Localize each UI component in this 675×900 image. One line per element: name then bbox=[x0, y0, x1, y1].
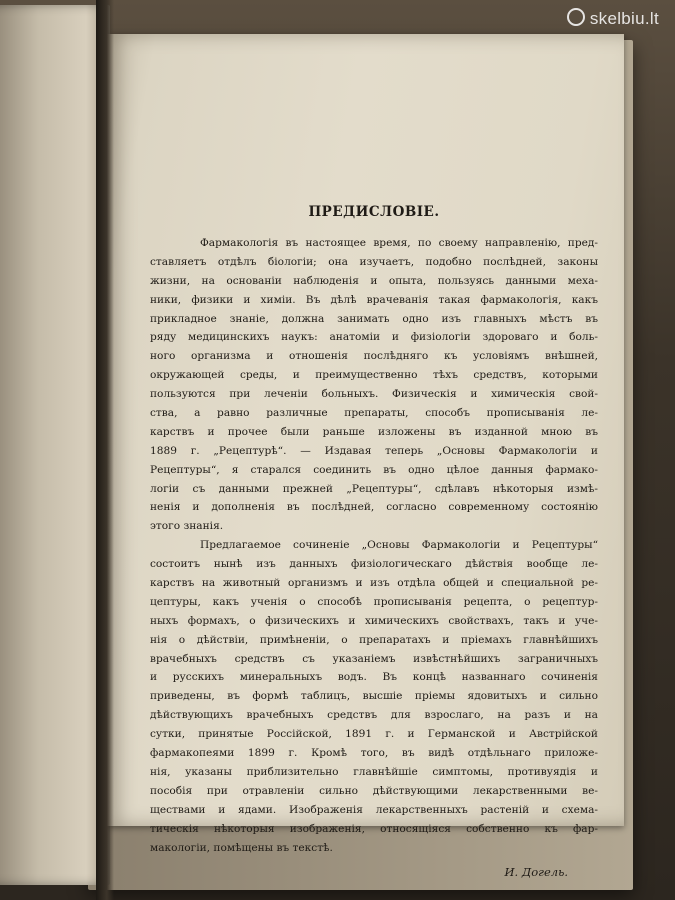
text-line: ряду медицинскихъ наукъ: анатомiи и физiологiи здороваго и боль- bbox=[150, 331, 598, 344]
book-gutter bbox=[96, 0, 114, 900]
text-line: Фармакологiя въ настоящее время, по своему направленiю, пред- bbox=[200, 237, 598, 249]
text-line: макологiи, помѣщены въ текстѣ. bbox=[150, 841, 333, 854]
author-signature: И. Догель. bbox=[504, 865, 568, 880]
text-line: фармакопеями 1899 г. Кромѣ того, въ видѣ отдѣльнаго приложе- bbox=[150, 747, 598, 760]
text-line: приведены, въ формѣ таблицъ, высшiе прiемы ядовитыхъ и сильно bbox=[150, 690, 598, 703]
text-line: нiя о дѣйствiи, примѣненiи, о препаратахъ и прiемахъ главнѣйшихъ bbox=[150, 633, 598, 646]
text-line: карствъ на животный организмъ и изъ отдѣла общей и специальной ре- bbox=[150, 577, 598, 590]
text-line: нiя, указаны приблизительно главнѣйшiе симптомы, противуядiя и bbox=[150, 765, 598, 778]
text-line: карствъ и прочее были раньше изложены въ изданной мною въ bbox=[150, 425, 598, 438]
page-heading: ПРЕДИСЛОВIЕ. bbox=[308, 204, 440, 220]
text-line: ства, а равно различные препараты, способъ прописыванiя ле- bbox=[150, 407, 598, 420]
watermark-logo-icon bbox=[567, 8, 585, 26]
text-line: ществами и ядами. Изображенiя лекарственныхъ растенiй и схема- bbox=[150, 803, 598, 816]
watermark bbox=[567, 8, 659, 29]
left-page-edge bbox=[0, 5, 110, 885]
text-line: Предлагаемое сочиненiе „Основы Фармакологiи и Рецептуры“ bbox=[200, 539, 598, 552]
text-line: ного организма и отношенiя послѣдняго къ условiямъ внѣшней, bbox=[150, 350, 598, 363]
text-line: состоитъ нынѣ изъ данныхъ физiологическаго дѣйствiя вообще ле- bbox=[150, 558, 598, 571]
text-line: 1889 г. „Рецептурѣ“. — Издавая теперь „Основы Фармакологiи и bbox=[150, 444, 598, 457]
paragraph-1 bbox=[150, 234, 598, 536]
paragraph-2 bbox=[150, 536, 598, 857]
text-line: Рецептуры“, я старался соединить въ одно цѣлое данныя фармако- bbox=[150, 463, 598, 476]
text-line: дѣйствующихъ врачебныхъ средствъ для взрослаго, на разъ и на bbox=[150, 709, 598, 722]
text-line: тическiя нѣкоторыя изображенiя, относящiяся собственно къ фар- bbox=[150, 822, 598, 835]
text-line: пособiя при отравленiи сильно дѣйствующими лекарственными ве- bbox=[150, 784, 598, 797]
text-line: ставляетъ отдѣлъ бiологiи; она изучаетъ, подобно послѣдней, законы bbox=[150, 255, 598, 268]
text-line: ненiя и дополненiя въ послѣдней, согласно современному состоянiю bbox=[150, 501, 598, 514]
text-line: ники, физики и химiи. Въ дѣлѣ врачеванiя такая фармакологiя, какъ bbox=[150, 293, 598, 306]
text-line: логiи съ данными прежней „Рецептуры“, сдѣлавъ нѣкоторыя измѣ- bbox=[150, 482, 598, 495]
text-line: этого знанiя. bbox=[150, 520, 224, 533]
text-line: и русскихъ минеральныхъ водъ. Въ концѣ названнаго сочиненiя bbox=[150, 671, 598, 684]
text-line: окружающей среды, и преимущественно тѣхъ средствъ, которыми bbox=[150, 369, 598, 382]
text-line: цептуры, какъ ученiя о способѣ прописыванiя рецепта, о рецептур- bbox=[150, 595, 598, 608]
text-line: сутки, принятые Россiйской, 1891 г. и Германской и Австрiйской bbox=[150, 728, 598, 741]
page-text bbox=[150, 204, 598, 885]
watermark-text: skelbiu.lt bbox=[589, 9, 659, 28]
text-line: прикладное знанiе, должна занимать одно изъ главныхъ мѣстъ въ bbox=[150, 312, 598, 325]
text-line: врачебныхъ средствъ съ указанiемъ извѣстнѣйшихъ заграничныхъ bbox=[150, 652, 598, 665]
text-line: пользуются при леченiи больныхъ. Физическiя и химическiя свой- bbox=[150, 388, 598, 401]
text-line: ныхъ формахъ, о физическихъ и химическихъ свойствахъ, такъ и уче- bbox=[150, 614, 598, 627]
text-line: жизни, на основанiи наблюденiя и опыта, пользуясь данными меха- bbox=[150, 274, 598, 287]
